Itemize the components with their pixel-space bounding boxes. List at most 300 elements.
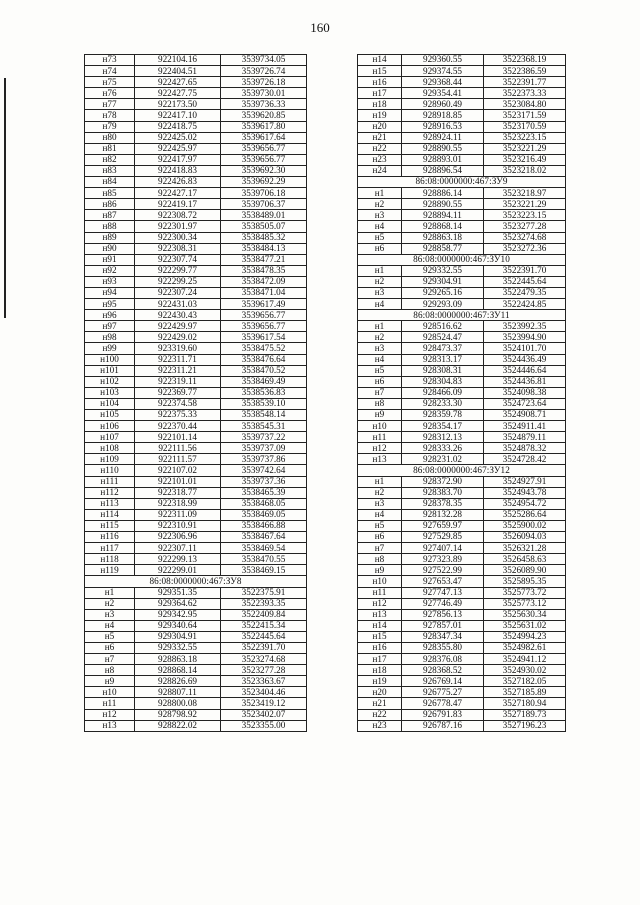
- point-id: н16: [358, 77, 402, 88]
- point-id: н8: [358, 554, 402, 565]
- point-id: н11: [358, 432, 402, 443]
- table-row: [85, 654, 307, 665]
- table-row: [358, 432, 566, 443]
- point-id: н22: [358, 143, 402, 154]
- section-header-row: [358, 177, 566, 188]
- x-coordinate: 929304.91: [402, 276, 484, 287]
- point-id: н3: [85, 609, 135, 620]
- table-row: [85, 243, 307, 254]
- table-row: [358, 720, 566, 731]
- coordinates-table-right: [357, 54, 566, 732]
- x-coordinate: 922429.02: [135, 332, 221, 343]
- y-coordinate: 3525630.34: [484, 609, 566, 620]
- y-coordinate: 3523419.12: [221, 698, 307, 709]
- point-id: н83: [85, 165, 135, 176]
- x-coordinate: 927323.89: [402, 554, 484, 565]
- point-id: н77: [85, 99, 135, 110]
- table-row: [358, 676, 566, 687]
- y-coordinate: 3539706.18: [221, 188, 307, 199]
- point-id: н2: [358, 487, 402, 498]
- table-row: [358, 498, 566, 509]
- y-coordinate: 3524908.71: [484, 410, 566, 421]
- point-id: н7: [358, 387, 402, 398]
- point-id: н15: [358, 631, 402, 642]
- table-row: [85, 587, 307, 598]
- x-coordinate: 928378.35: [402, 498, 484, 509]
- y-coordinate: 3539656.77: [221, 143, 307, 154]
- point-id: н78: [85, 110, 135, 121]
- y-coordinate: 3523404.46: [221, 687, 307, 698]
- table-row: [85, 443, 307, 454]
- x-coordinate: 922417.10: [135, 110, 221, 121]
- x-coordinate: 922427.65: [135, 77, 221, 88]
- x-coordinate: 922300.34: [135, 232, 221, 243]
- y-coordinate: 3523216.49: [484, 154, 566, 165]
- table-row: [358, 99, 566, 110]
- y-coordinate: 3538478.35: [221, 265, 307, 276]
- y-coordinate: 3524943.78: [484, 487, 566, 498]
- y-coordinate: 3526321.28: [484, 543, 566, 554]
- table-row: [358, 321, 566, 332]
- y-coordinate: 3523355.00: [221, 720, 307, 731]
- point-id: н74: [85, 66, 135, 77]
- point-id: н109: [85, 454, 135, 465]
- y-coordinate: 3538548.14: [221, 410, 307, 421]
- table-row: [85, 398, 307, 409]
- table-row: [358, 587, 566, 598]
- y-coordinate: 3539617.54: [221, 332, 307, 343]
- y-coordinate: 3523274.68: [221, 654, 307, 665]
- point-id: н13: [85, 720, 135, 731]
- point-id: н2: [358, 332, 402, 343]
- table-row: [358, 598, 566, 609]
- point-id: н103: [85, 387, 135, 398]
- point-id: н4: [358, 354, 402, 365]
- point-id: н2: [358, 276, 402, 287]
- table-row: [85, 620, 307, 631]
- y-coordinate: 3524728.42: [484, 454, 566, 465]
- x-coordinate: 928312.13: [402, 432, 484, 443]
- table-row: [358, 154, 566, 165]
- table-row: [358, 454, 566, 465]
- point-id: н5: [358, 520, 402, 531]
- x-coordinate: 926787.16: [402, 720, 484, 731]
- y-coordinate: 3522391.77: [484, 77, 566, 88]
- table-row: [85, 99, 307, 110]
- point-id: н1: [85, 587, 135, 598]
- point-id: н88: [85, 221, 135, 232]
- y-coordinate: 3523218.02: [484, 165, 566, 176]
- x-coordinate: 922101.14: [135, 432, 221, 443]
- y-coordinate: 3538470.55: [221, 554, 307, 565]
- x-coordinate: 928800.08: [135, 698, 221, 709]
- x-coordinate: 922417.97: [135, 154, 221, 165]
- point-id: н116: [85, 532, 135, 543]
- point-id: н1: [358, 321, 402, 332]
- y-coordinate: 3538536.83: [221, 387, 307, 398]
- y-coordinate: 3524723.64: [484, 398, 566, 409]
- y-coordinate: 3538472.09: [221, 276, 307, 287]
- y-coordinate: 3525900.02: [484, 520, 566, 531]
- point-id: н3: [358, 210, 402, 221]
- x-coordinate: 922299.01: [135, 565, 221, 576]
- point-id: н73: [85, 55, 135, 66]
- table-row: [85, 221, 307, 232]
- point-id: н12: [85, 709, 135, 720]
- y-coordinate: 3538469.05: [221, 509, 307, 520]
- table-row: [85, 232, 307, 243]
- table-row: [358, 642, 566, 653]
- table-row: [85, 310, 307, 321]
- x-coordinate: 922107.02: [135, 465, 221, 476]
- x-coordinate: 928868.14: [135, 665, 221, 676]
- point-id: н92: [85, 265, 135, 276]
- y-coordinate: 3522391.70: [484, 265, 566, 276]
- table-row: [358, 709, 566, 720]
- table-row: [358, 410, 566, 421]
- point-id: н13: [358, 609, 402, 620]
- y-coordinate: 3539726.18: [221, 77, 307, 88]
- table-row: [358, 343, 566, 354]
- point-id: н9: [85, 676, 135, 687]
- x-coordinate: 922318.77: [135, 487, 221, 498]
- table-row: [358, 243, 566, 254]
- parcel-number: 86:08:0000000:467:ЗУ11: [358, 310, 566, 321]
- point-id: н6: [358, 532, 402, 543]
- table-row: [85, 332, 307, 343]
- x-coordinate: 922299.25: [135, 276, 221, 287]
- table-row: [358, 665, 566, 676]
- y-coordinate: 3522391.70: [221, 642, 307, 653]
- point-id: н76: [85, 88, 135, 99]
- table-row: [358, 77, 566, 88]
- table-row: [85, 165, 307, 176]
- x-coordinate: 928132.28: [402, 509, 484, 520]
- y-coordinate: 3524954.72: [484, 498, 566, 509]
- x-coordinate: 928868.14: [402, 221, 484, 232]
- y-coordinate: 3539736.33: [221, 99, 307, 110]
- table-row: [358, 55, 566, 66]
- y-coordinate: 3527196.23: [484, 720, 566, 731]
- point-id: н3: [358, 498, 402, 509]
- table-row: [358, 165, 566, 176]
- table-row: [85, 210, 307, 221]
- table-row: [85, 598, 307, 609]
- table-row: [85, 642, 307, 653]
- parcel-number: 86:08:0000000:467:ЗУ8: [85, 576, 307, 587]
- x-coordinate: 926791.83: [402, 709, 484, 720]
- y-coordinate: 3539617.80: [221, 121, 307, 132]
- table-row: [358, 654, 566, 665]
- x-coordinate: 929360.55: [402, 55, 484, 66]
- point-id: н91: [85, 254, 135, 265]
- table-row: [85, 709, 307, 720]
- y-coordinate: 3539737.22: [221, 432, 307, 443]
- y-coordinate: 3538476.64: [221, 354, 307, 365]
- table-row: [358, 698, 566, 709]
- x-coordinate: 922301.97: [135, 221, 221, 232]
- x-coordinate: 927746.49: [402, 598, 484, 609]
- point-id: н1: [358, 476, 402, 487]
- y-coordinate: 3524436.81: [484, 376, 566, 387]
- x-coordinate: 922318.99: [135, 498, 221, 509]
- table-row: [358, 443, 566, 454]
- x-coordinate: 928383.70: [402, 487, 484, 498]
- point-id: н112: [85, 487, 135, 498]
- y-coordinate: 3523994.90: [484, 332, 566, 343]
- table-row: [358, 421, 566, 432]
- x-coordinate: 929368.44: [402, 77, 484, 88]
- table-row: [358, 543, 566, 554]
- y-coordinate: 3539742.64: [221, 465, 307, 476]
- x-coordinate: 922319.11: [135, 376, 221, 387]
- y-coordinate: 3538489.01: [221, 210, 307, 221]
- x-coordinate: 928916.53: [402, 121, 484, 132]
- x-coordinate: 922307.11: [135, 543, 221, 554]
- point-id: н86: [85, 199, 135, 210]
- y-coordinate: 3524878.32: [484, 443, 566, 454]
- table-row: [85, 188, 307, 199]
- point-id: н4: [358, 299, 402, 310]
- y-coordinate: 3523170.59: [484, 121, 566, 132]
- table-row: [85, 532, 307, 543]
- point-id: н19: [358, 110, 402, 121]
- point-id: н113: [85, 498, 135, 509]
- x-coordinate: 928960.49: [402, 99, 484, 110]
- point-id: н100: [85, 354, 135, 365]
- point-id: н75: [85, 77, 135, 88]
- y-coordinate: 3538466.88: [221, 520, 307, 531]
- point-id: н5: [358, 232, 402, 243]
- point-id: н21: [358, 132, 402, 143]
- y-coordinate: 3524436.49: [484, 354, 566, 365]
- parcel-number: 86:08:0000000:467:ЗУ12: [358, 465, 566, 476]
- table-row: [85, 88, 307, 99]
- x-coordinate: 928516.62: [402, 321, 484, 332]
- point-id: н10: [85, 687, 135, 698]
- y-coordinate: 3539726.74: [221, 66, 307, 77]
- x-coordinate: 928863.18: [135, 654, 221, 665]
- y-coordinate: 3538471.04: [221, 287, 307, 298]
- y-coordinate: 3522479.35: [484, 287, 566, 298]
- point-id: н96: [85, 310, 135, 321]
- point-id: н2: [358, 199, 402, 210]
- table-row: [358, 376, 566, 387]
- y-coordinate: 3538477.21: [221, 254, 307, 265]
- x-coordinate: 922374.58: [135, 398, 221, 409]
- x-coordinate: 929332.55: [135, 642, 221, 653]
- y-coordinate: 3524101.70: [484, 343, 566, 354]
- point-id: н95: [85, 299, 135, 310]
- point-id: н94: [85, 287, 135, 298]
- x-coordinate: 928313.17: [402, 354, 484, 365]
- y-coordinate: 3524098.38: [484, 387, 566, 398]
- x-coordinate: 922429.97: [135, 321, 221, 332]
- x-coordinate: 928858.77: [402, 243, 484, 254]
- point-id: н9: [358, 565, 402, 576]
- y-coordinate: 3523084.80: [484, 99, 566, 110]
- table-row: [358, 387, 566, 398]
- point-id: н7: [85, 654, 135, 665]
- table-row: [85, 543, 307, 554]
- point-id: н20: [358, 687, 402, 698]
- x-coordinate: 928890.55: [402, 143, 484, 154]
- section-header-row: [358, 254, 566, 265]
- table-row: [85, 476, 307, 487]
- point-id: н101: [85, 365, 135, 376]
- y-coordinate: 3538469.54: [221, 543, 307, 554]
- x-coordinate: 922306.96: [135, 532, 221, 543]
- x-coordinate: 922311.21: [135, 365, 221, 376]
- y-coordinate: 3522386.59: [484, 66, 566, 77]
- x-coordinate: 922111.57: [135, 454, 221, 465]
- y-coordinate: 3526458.63: [484, 554, 566, 565]
- point-id: н20: [358, 121, 402, 132]
- x-coordinate: 927857.01: [402, 620, 484, 631]
- x-coordinate: 922430.43: [135, 310, 221, 321]
- x-coordinate: 928466.09: [402, 387, 484, 398]
- table-row: [85, 498, 307, 509]
- table-row: [358, 365, 566, 376]
- x-coordinate: 928355.80: [402, 642, 484, 653]
- point-id: н2: [85, 598, 135, 609]
- table-row: [358, 509, 566, 520]
- table-row: [358, 520, 566, 531]
- x-coordinate: 927653.47: [402, 576, 484, 587]
- table-row: [358, 132, 566, 143]
- x-coordinate: 922104.16: [135, 55, 221, 66]
- x-coordinate: 922418.83: [135, 165, 221, 176]
- x-coordinate: 929342.95: [135, 609, 221, 620]
- y-coordinate: 3523171.59: [484, 110, 566, 121]
- x-coordinate: 922431.03: [135, 299, 221, 310]
- x-coordinate: 928807.11: [135, 687, 221, 698]
- y-coordinate: 3523363.67: [221, 676, 307, 687]
- margin-mark: [4, 78, 6, 318]
- point-id: н108: [85, 443, 135, 454]
- y-coordinate: 3522445.64: [221, 631, 307, 642]
- point-id: н90: [85, 243, 135, 254]
- y-coordinate: 3525773.72: [484, 587, 566, 598]
- x-coordinate: 928231.02: [402, 454, 484, 465]
- point-id: н80: [85, 132, 135, 143]
- point-id: н85: [85, 188, 135, 199]
- y-coordinate: 3525773.12: [484, 598, 566, 609]
- x-coordinate: 928826.69: [135, 676, 221, 687]
- x-coordinate: 928896.54: [402, 165, 484, 176]
- table-row: [85, 421, 307, 432]
- point-id: н23: [358, 720, 402, 731]
- x-coordinate: 928886.14: [402, 188, 484, 199]
- y-coordinate: 3538484.13: [221, 243, 307, 254]
- table-row: [85, 509, 307, 520]
- table-row: [358, 398, 566, 409]
- x-coordinate: 922307.74: [135, 254, 221, 265]
- table-row: [85, 698, 307, 709]
- y-coordinate: 3538539.10: [221, 398, 307, 409]
- table-row: [85, 132, 307, 143]
- y-coordinate: 3522368.19: [484, 55, 566, 66]
- point-id: н17: [358, 654, 402, 665]
- point-id: н23: [358, 154, 402, 165]
- point-id: н15: [358, 66, 402, 77]
- x-coordinate: 928822.02: [135, 720, 221, 731]
- point-id: н1: [358, 188, 402, 199]
- table-row: [85, 520, 307, 531]
- table-row: [85, 554, 307, 565]
- table-row: [358, 631, 566, 642]
- table-row: [85, 254, 307, 265]
- point-id: н9: [358, 410, 402, 421]
- point-id: н8: [85, 665, 135, 676]
- y-coordinate: 3539617.64: [221, 132, 307, 143]
- y-coordinate: 3527180.94: [484, 698, 566, 709]
- point-id: н22: [358, 709, 402, 720]
- point-id: н10: [358, 421, 402, 432]
- point-id: н89: [85, 232, 135, 243]
- table-row: [85, 676, 307, 687]
- table-row: [85, 199, 307, 210]
- table-row: [85, 410, 307, 421]
- x-coordinate: 928304.83: [402, 376, 484, 387]
- table-row: [85, 454, 307, 465]
- y-coordinate: 3523992.35: [484, 321, 566, 332]
- point-id: н87: [85, 210, 135, 221]
- table-row: [85, 110, 307, 121]
- point-id: н11: [358, 587, 402, 598]
- table-row: [85, 321, 307, 332]
- x-coordinate: 928798.92: [135, 709, 221, 720]
- table-row: [358, 487, 566, 498]
- x-coordinate: 929351.35: [135, 587, 221, 598]
- table-row: [85, 287, 307, 298]
- y-coordinate: 3526094.03: [484, 532, 566, 543]
- table-row: [85, 365, 307, 376]
- point-id: н12: [358, 443, 402, 454]
- table-row: [85, 631, 307, 642]
- table-row: [358, 221, 566, 232]
- y-coordinate: 3538470.52: [221, 365, 307, 376]
- point-id: н84: [85, 177, 135, 188]
- point-id: н1: [358, 265, 402, 276]
- x-coordinate: 922375.33: [135, 410, 221, 421]
- table-row: [358, 532, 566, 543]
- point-id: н18: [358, 665, 402, 676]
- table-row: [358, 199, 566, 210]
- point-id: н105: [85, 410, 135, 421]
- point-id: н6: [358, 376, 402, 387]
- table-row: [85, 276, 307, 287]
- y-coordinate: 3523272.36: [484, 243, 566, 254]
- x-coordinate: 928354.17: [402, 421, 484, 432]
- point-id: н13: [358, 454, 402, 465]
- point-id: н14: [358, 55, 402, 66]
- point-id: н17: [358, 88, 402, 99]
- point-id: н18: [358, 99, 402, 110]
- y-coordinate: 3522393.35: [221, 598, 307, 609]
- y-coordinate: 3539692.30: [221, 165, 307, 176]
- x-coordinate: 926769.14: [402, 676, 484, 687]
- table-row: [85, 465, 307, 476]
- y-coordinate: 3524930.02: [484, 665, 566, 676]
- y-coordinate: 3538505.07: [221, 221, 307, 232]
- point-id: н115: [85, 520, 135, 531]
- y-coordinate: 3523221.29: [484, 143, 566, 154]
- table-row: [358, 188, 566, 199]
- y-coordinate: 3522415.34: [221, 620, 307, 631]
- x-coordinate: 922404.51: [135, 66, 221, 77]
- y-coordinate: 3523277.28: [484, 221, 566, 232]
